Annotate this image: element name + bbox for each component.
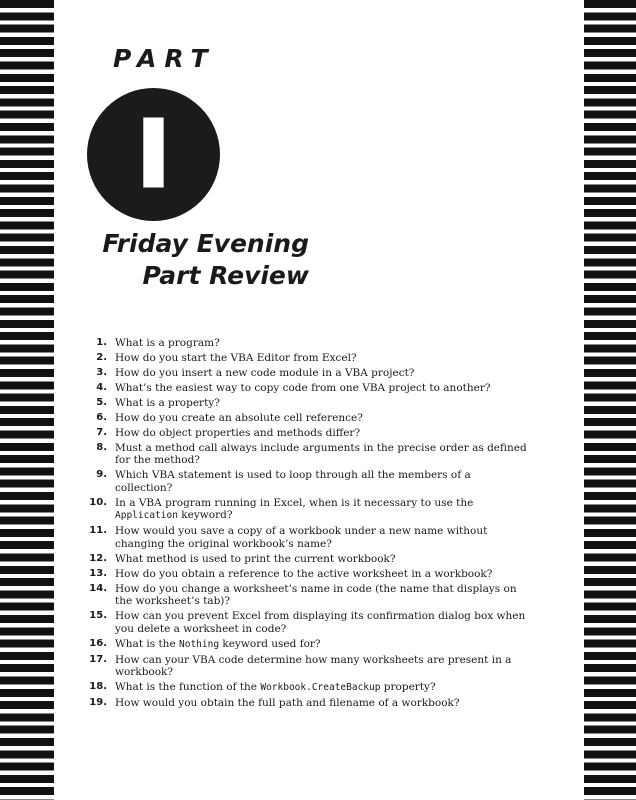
- question-text: [115, 553, 396, 565]
- question-item: [84, 654, 529, 679]
- question-text-segment: What’s the easiest way to copy code from one VBA project to another?: [115, 381, 491, 394]
- code-keyword: Workbook.CreateBackup: [260, 682, 381, 694]
- question-item: [84, 497, 529, 523]
- question-number: 18.: [89, 681, 107, 693]
- question-item: [84, 337, 529, 350]
- question-item: [84, 697, 529, 710]
- question-text-segment: How do you change a worksheet’s name in code (the name that displays on the worksheet’s tab)?: [115, 582, 517, 608]
- question-item: [84, 681, 529, 695]
- question-text: [115, 337, 220, 349]
- question-text-segment: What method is used to print the current workbook?: [115, 552, 396, 565]
- question-text-segment: What is a property?: [115, 396, 220, 409]
- question-text-segment: How do you create an absolute cell reference?: [115, 411, 363, 424]
- question-text: [115, 442, 527, 467]
- question-text-segment: How would you obtain the full path and filename of a workbook?: [115, 697, 460, 710]
- question-text-segment: What is a program?: [115, 337, 220, 349]
- part-label: PART: [113, 44, 216, 73]
- question-text: [115, 568, 492, 580]
- question-number: 16.: [89, 637, 107, 649]
- question-item: [84, 367, 529, 380]
- question-item: [84, 397, 529, 410]
- question-item: [84, 525, 529, 550]
- question-text: [115, 397, 220, 409]
- right-stripe-border: [584, 0, 636, 800]
- question-text-segment: Must a method call always include arguments in the precise order as defined for the method?: [115, 441, 527, 467]
- question-text-segment: How can your VBA code determine how many worksheets are present in a workbook?: [115, 653, 512, 679]
- question-item: [84, 553, 529, 566]
- question-text: [115, 382, 491, 394]
- question-text: [115, 681, 436, 693]
- question-item: [84, 568, 529, 581]
- question-item: [84, 469, 529, 494]
- question-number: 6.: [96, 411, 107, 423]
- code-keyword: Nothing: [179, 638, 220, 650]
- question-text: [115, 697, 460, 709]
- question-number: 5.: [96, 396, 107, 408]
- question-text: [115, 638, 321, 650]
- question-text: [115, 412, 363, 424]
- question-number: 1.: [96, 337, 107, 348]
- title-line-1: Friday Evening: [102, 229, 309, 258]
- question-text-segment: keyword?: [177, 509, 233, 522]
- question-list: [84, 337, 529, 712]
- question-text-segment: How can you prevent Excel from displaying its confirmation dialog box when you delete a worksheet in code?: [115, 610, 526, 635]
- question-text-segment: keyword used for?: [219, 637, 321, 650]
- question-text-segment: How do you obtain a reference to the active worksheet in a workbook?: [115, 567, 493, 580]
- question-item: [84, 382, 529, 395]
- question-text: [115, 497, 473, 522]
- question-text: [115, 367, 414, 379]
- code-keyword: Application: [115, 510, 178, 522]
- question-number: 7.: [96, 426, 107, 438]
- question-item: [84, 412, 529, 425]
- question-number: 4.: [96, 381, 107, 393]
- question-text-segment: In a VBA program running in Excel, when is it necessary to use the: [115, 496, 474, 509]
- question-text-segment: What is the: [115, 637, 179, 650]
- question-number: 13.: [89, 567, 107, 579]
- question-text: [115, 610, 525, 635]
- question-number: 15.: [89, 610, 107, 622]
- question-number: 10.: [89, 496, 107, 508]
- left-stripe-border: [0, 0, 54, 800]
- question-text-segment: What is the function of the: [115, 681, 261, 694]
- question-number: 2.: [96, 351, 107, 363]
- question-text: [115, 525, 487, 550]
- question-number: 9.: [96, 469, 107, 481]
- question-text: [115, 654, 511, 679]
- question-item: [84, 427, 529, 440]
- question-text-segment: Which VBA statement is used to loop through all the members of a collection?: [115, 469, 471, 494]
- question-text-segment: property?: [380, 681, 436, 694]
- question-text: [115, 352, 357, 364]
- part-numeral: I: [136, 100, 171, 208]
- question-text: [115, 469, 471, 494]
- question-number: 19.: [89, 697, 107, 709]
- question-text-segment: How do you insert a new code module in a VBA project?: [115, 366, 415, 379]
- question-item: [84, 583, 529, 608]
- question-item: [84, 352, 529, 365]
- title-line-2: Part Review: [142, 261, 309, 290]
- question-item: [84, 610, 529, 635]
- question-number: 12.: [89, 552, 107, 564]
- question-text: [115, 583, 517, 608]
- question-number: 14.: [89, 582, 107, 594]
- question-text: [115, 427, 360, 439]
- question-text-segment: How do you start the VBA Editor from Excel?: [115, 351, 357, 364]
- question-item: [84, 442, 529, 467]
- question-text-segment: How would you save a copy of a workbook under a new name without changing the original workbook’s name?: [115, 525, 488, 550]
- question-text-segment: How do object properties and methods differ?: [115, 426, 361, 439]
- page-title: [102, 228, 309, 292]
- question-number: 3.: [96, 366, 107, 378]
- question-number: 17.: [89, 653, 107, 665]
- question-number: 8.: [96, 441, 107, 453]
- question-number: 11.: [89, 525, 107, 537]
- question-item: [84, 638, 529, 652]
